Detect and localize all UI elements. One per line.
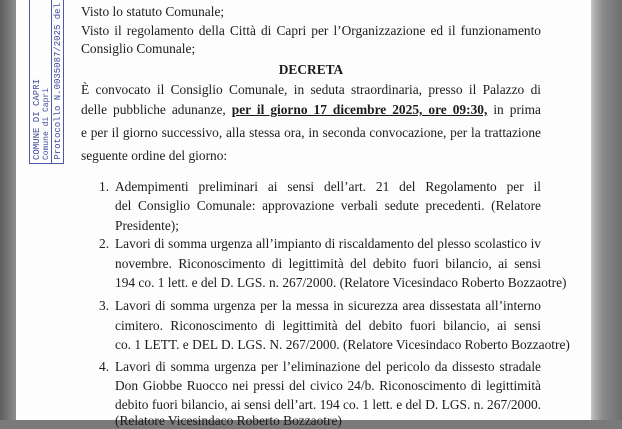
agenda-number: 3. xyxy=(99,298,110,313)
protocol-stamp xyxy=(29,0,64,164)
agenda-line: debito fuori bilancio, ai sensi dell’art. 194 co. 1 lett. e del D. LGS. n. 267/2000. xyxy=(115,397,541,412)
agenda-line: (Relatore Vicesindaco Roberto Bozzaotre) xyxy=(115,413,342,428)
meeting-date: per il giorno 17 dicembre 2025, ore 09:30, xyxy=(231,102,488,117)
agenda-line: Lavori di somma urgenza all’impianto di riscaldamento del plesso scolastico iv xyxy=(115,236,541,251)
agenda-number: 1. xyxy=(99,179,110,194)
agenda-line: co. 1 LETT. e DEL D. LGS. N. 267/2000. (Relatore Vicesindaco Roberto Bozzaotre) xyxy=(115,337,570,352)
viewer-right-margin xyxy=(591,0,622,420)
agenda-line: Don Giobbe Ruocco nei pressi del civico 24/b. Riconoscimento di legittimità xyxy=(115,378,541,393)
convocation-text: in prima xyxy=(493,102,541,117)
preamble-line: Visto il regolamento della Città di Capri per l’Organizzazione ed il funzionamento xyxy=(81,23,541,38)
stamp-line: COMUNE DI CAPRI xyxy=(32,78,42,160)
stamp-line: Comune di Capri xyxy=(42,87,51,160)
preamble-line: Visto lo statuto Comunale; xyxy=(81,4,225,19)
agenda-line: 194 co. 1 lett. e del D. LGS. n. 267/2000. (Relatore Vicesindaco Roberto Bozzaotre) xyxy=(115,275,567,290)
agenda-line: Lavori di somma urgenza per la messa in sicurezza area dissestata all’interno xyxy=(115,298,541,313)
agenda-line: del Consiglio Comunale: approvazione verbali sedute precedenti. (Relatore xyxy=(115,198,541,213)
decree-heading: DECRETA xyxy=(278,62,344,77)
convocation-line xyxy=(81,102,541,118)
agenda-line: cimitero. Riconoscimento di legittimità del debito fuori bilancio, ai sensi xyxy=(115,318,541,333)
agenda-line: Lavori di somma urgenza per l’eliminazione del pericolo da dissesto stradale xyxy=(115,359,541,374)
agenda-number: 4. xyxy=(99,359,110,374)
convocation-line: e per il giorno successivo, alla stessa ora, in seconda convocazione, per la trattazione xyxy=(81,125,541,140)
agenda-number: 2. xyxy=(99,236,110,251)
stamp-line: Protocollo N.0035087/2025 del xyxy=(53,3,63,160)
agenda-line: novembre. Riconoscimento di legittimità del debito fuori bilancio, ai sensi xyxy=(115,256,541,271)
convocation-line: seguente ordine del giorno: xyxy=(81,148,228,163)
agenda-line: Presidente); xyxy=(115,218,179,233)
agenda-line: Adempimenti preliminari ai sensi dell’art. 21 del Regolamento per il xyxy=(115,179,541,194)
stamp-divider xyxy=(51,0,52,163)
preamble-line: Consiglio Comunale; xyxy=(81,41,196,56)
viewer-left-margin xyxy=(0,0,16,420)
convocation-text: delle pubbliche adunanze, xyxy=(81,102,232,117)
convocation-line: È convocato il Consiglio Comunale, in seduta straordinaria, presso il Palazzo di xyxy=(81,82,541,97)
